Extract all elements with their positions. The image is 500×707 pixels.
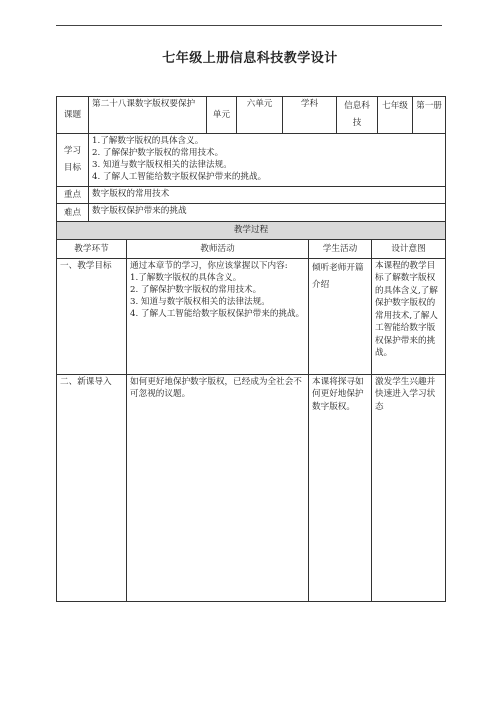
objectives-row (57, 134, 446, 187)
column-header-row (57, 240, 446, 259)
teacher-line: 如何更好地保护数字版权，已经成为全社会不可忽视的议题。 (130, 377, 302, 400)
column-header: 设计意图 (372, 240, 446, 259)
column-header: 教学环节 (57, 240, 127, 259)
teacher-line: 4. 了解人工智能给数字版权保护带来的挑战。 (130, 309, 305, 320)
key-point-label: 重点 (57, 187, 89, 204)
teacher-activity-cell (127, 259, 309, 375)
student-activity-cell: 本课将探寻如何更好地保护数字版权。 (309, 375, 372, 602)
teacher-line: 通过本章节的学习，你应该掌握以下内容: (130, 261, 288, 271)
design-intent-cell: 本课程的教学目标了解数字版权的具体含义,了解保护数字版权的常用技术,了解人工智能给数字版权保护带来的挑战。 (372, 259, 446, 375)
subject-value: 信息科技 (337, 97, 378, 134)
difficult-point-label: 难点 (57, 204, 89, 222)
objective-item: 4. 了解人工智能给数字版权保护带来的挑战。 (92, 172, 267, 183)
lesson-info-table (56, 96, 446, 222)
objective-item: 3. 知道与数字版权相关的法律法规。 (92, 160, 232, 171)
column-header: 学生活动 (309, 240, 372, 259)
teacher-line: 1.了解数字版权的具体含义。 (130, 273, 242, 284)
difficult-point-row (57, 204, 446, 222)
lesson-row (57, 97, 446, 134)
teacher-line: 3. 知道与数字版权相关的法律法规。 (130, 297, 270, 308)
header-rule (56, 25, 442, 26)
key-point-value: 数字版权的常用技术 (89, 187, 446, 204)
table-row (57, 259, 446, 375)
objectives-label: 学习目标 (57, 134, 89, 187)
unit-value: 六单元 (237, 97, 283, 134)
objectives-list (89, 134, 446, 187)
subject-label: 学科 (283, 97, 337, 134)
unit-label: 单元 (207, 97, 237, 134)
student-activity-cell: 倾听老师开篇介绍 (309, 259, 372, 375)
volume-value: 第一册 (413, 97, 446, 134)
objective-item: 1.了解数字版权的具体含义。 (92, 136, 204, 147)
lesson-value: 第二十八课数字版权要保护 (89, 97, 207, 134)
process-header: 教学过程 (57, 222, 446, 240)
grade-value: 七年级 (378, 97, 413, 134)
difficult-point-value: 数字版权保护带来的挑战 (89, 204, 446, 222)
objective-item: 2. 了解保护数字版权的常用技术。 (92, 148, 224, 159)
column-header: 教师活动 (127, 240, 309, 259)
design-intent-cell: 激发学生兴趣并快速进入学习状态 (372, 375, 446, 602)
stage-cell: 二、新课导入 (57, 375, 127, 602)
teacher-activity-cell (127, 375, 309, 602)
key-point-row (57, 187, 446, 204)
page-title: 七年级上册信息科技教学设计 (162, 51, 338, 66)
table-row (57, 375, 446, 602)
lesson-label: 课题 (57, 97, 89, 134)
process-header-row (57, 222, 446, 240)
stage-cell: 一、教学目标 (57, 259, 127, 375)
teacher-line: 2. 了解保护数字版权的常用技术。 (130, 285, 262, 296)
teaching-process-table (56, 221, 446, 602)
